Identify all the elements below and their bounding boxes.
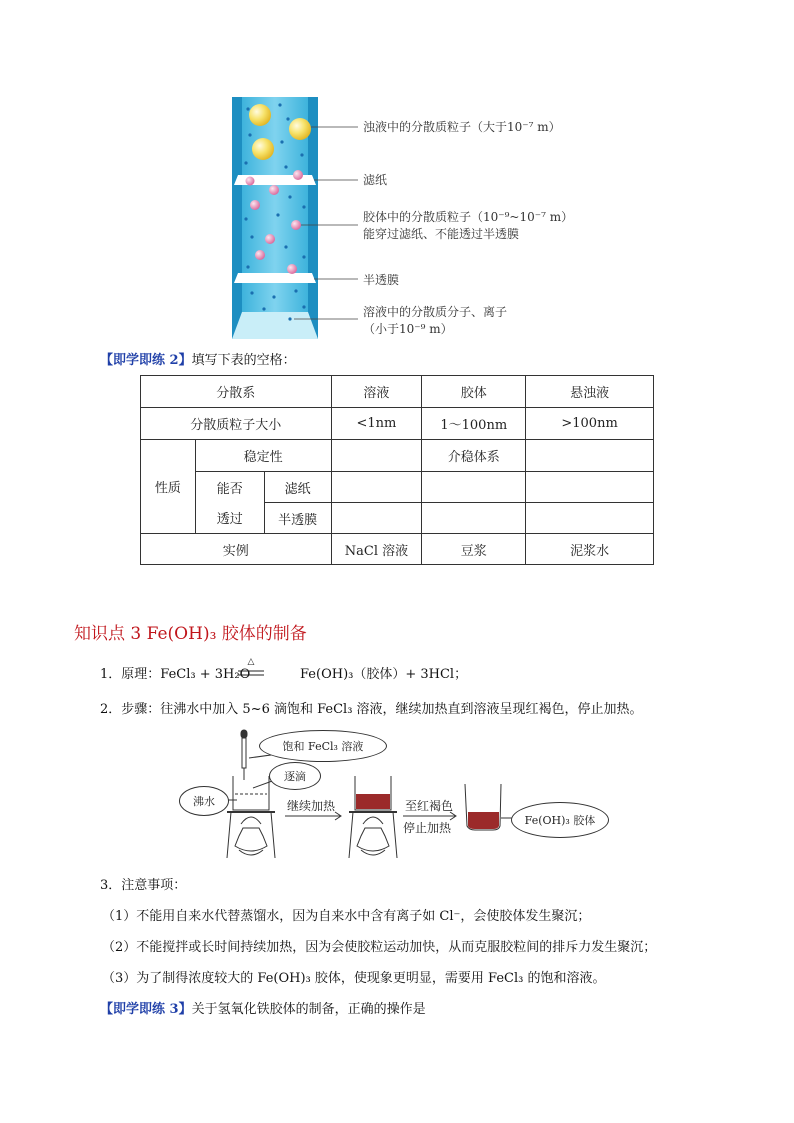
note-2: （2）不能搅拌或长时间持续加热，因为会使胶粒运动加快，从而克服胶粒间的排斥力发生聚沉； (102, 940, 657, 955)
cell-blank (526, 440, 654, 472)
table-row (141, 472, 654, 503)
bubble-saturated-fecl3: 饱和 FeCl₃ 溶液 (259, 730, 387, 762)
filtration-figure (230, 97, 574, 342)
principle-line (100, 665, 250, 685)
table-row (141, 440, 654, 472)
row-label-pass: 透过 (195, 503, 264, 534)
practice-3-line (100, 1000, 426, 1020)
practice-3-text: 关于氢氧化铁胶体的制备，正确的操作是 (191, 1002, 426, 1017)
cell-blank (526, 503, 654, 534)
practice-2-line (100, 351, 296, 371)
cell-blank (422, 503, 526, 534)
practice-2-tag: 【即学即练 2】 (100, 353, 192, 368)
th-solution: 溶液 (331, 376, 422, 408)
row-label-size: 分散质粒子大小 (141, 408, 332, 440)
th-suspension: 悬浊液 (526, 376, 654, 408)
arrow-label-red-brown: 至红褐色 (405, 799, 454, 813)
table-row (141, 534, 654, 565)
bubble-fe-oh3-colloid: Fe(OH)₃ 胶体 (511, 802, 609, 838)
practice-2-text: 填写下表的空格： (191, 353, 296, 368)
cell-example-solution: NaCl 溶液 (331, 534, 422, 565)
arrow-label-heat: 继续加热 (287, 799, 336, 813)
step-line: 2．步骤：往沸水中加入 5~6 滴饱和 FeCl₃ 溶液，继续加热直到溶液呈现红褐色，停止加热。 (100, 702, 643, 717)
th-colloid: 胶体 (422, 376, 526, 408)
label-solution-size: （小于10⁻⁹ m） (363, 322, 453, 336)
cell-size-suspension: >100nm (526, 408, 654, 440)
dispersion-table (140, 375, 654, 565)
cell-blank (331, 440, 422, 472)
cell-size-colloid: 1～100nm (422, 408, 526, 440)
cell-blank (331, 503, 422, 534)
equals-sign-icon (238, 669, 264, 677)
row-label-stability: 稳定性 (195, 440, 331, 472)
cell-blank (422, 472, 526, 503)
practice-3-tag: 【即学即练 3】 (100, 1002, 192, 1017)
reaction-condition: △ (247, 657, 255, 667)
arrow-label-stop-heat: 停止加热 (403, 821, 452, 835)
row-label-filter: 滤纸 (264, 472, 331, 503)
cell-example-colloid: 豆浆 (422, 534, 526, 565)
th-system: 分散系 (141, 376, 332, 408)
label-membrane: 半透膜 (363, 273, 400, 287)
cell-example-suspension: 泥浆水 (526, 534, 654, 565)
label-filter-paper: 滤纸 (363, 173, 388, 187)
bubble-dropwise: 逐滴 (269, 762, 321, 790)
label-solution-particles: 溶液中的分散质分子、离子 (363, 305, 508, 319)
row-label-can: 能否 (195, 472, 264, 503)
filtration-illustration (230, 97, 360, 342)
label-colloid-note: 能穿过滤纸、不能透过半透膜 (363, 227, 520, 241)
row-label-membrane: 半透膜 (264, 503, 331, 534)
note-3: （3）为了制得浓度较大的 Fe(OH)₃ 胶体，使现象更明显，需要用 FeCl₃ 的饱和溶液。 (102, 971, 606, 986)
bubble-boiling-water: 沸水 (179, 786, 229, 816)
row-label-property: 性质 (141, 440, 196, 534)
preparation-illustration (175, 728, 615, 868)
label-colloid-particles: 胶体中的分散质粒子（10⁻⁹~10⁻⁷ m） (363, 210, 574, 224)
notes-title: 3．注意事项： (100, 878, 187, 893)
cell-size-solution: <1nm (331, 408, 422, 440)
principle-products: Fe(OH)₃（胶体）+ 3HCl； (300, 667, 468, 682)
cell-blank (526, 472, 654, 503)
section-heading: 知识点 3 Fe(OH)₃ 胶体的制备 (74, 624, 307, 644)
principle-reactants: FeCl₃ + 3H₂O (160, 667, 251, 682)
table-row (141, 408, 654, 440)
principle-label: 1．原理： (100, 667, 161, 682)
table-row (141, 503, 654, 534)
cell-blank (331, 472, 422, 503)
row-label-example: 实例 (141, 534, 332, 565)
note-1: （1）不能用自来水代替蒸馏水，因为自来水中含有离子如 Cl⁻，会使胶体发生聚沉； (102, 909, 591, 924)
table-row (141, 376, 654, 408)
preparation-figure (175, 728, 615, 868)
label-turbid-particles: 浊液中的分散质粒子（大于10⁻⁷ m） (363, 120, 561, 134)
cell-stability-colloid: 介稳体系 (422, 440, 526, 472)
